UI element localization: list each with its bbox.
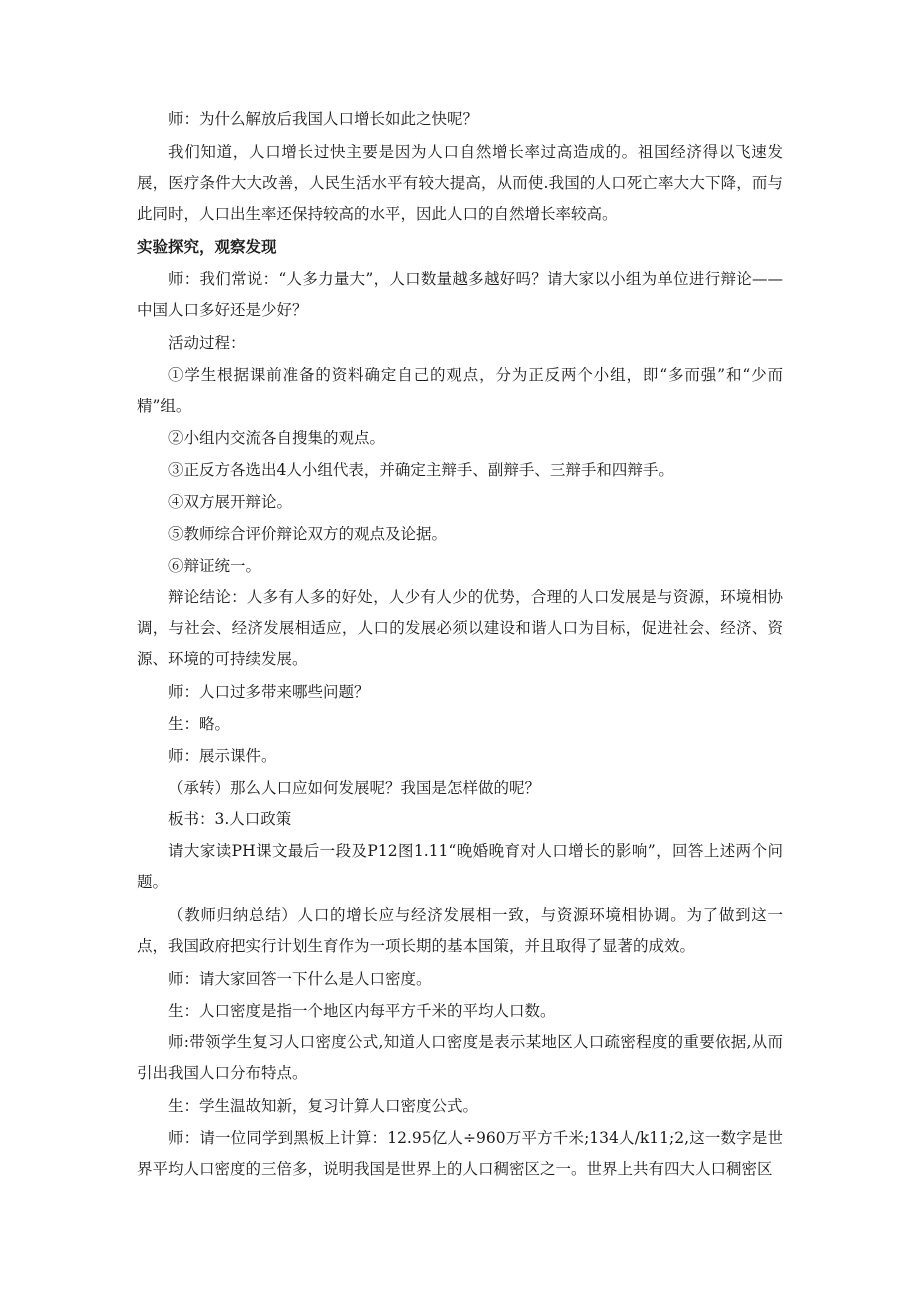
paragraph-density-definition: 生：人口密度是指一个地区内每平方千米的平均人口数。 [168,1002,556,1020]
paragraph-step-1: ①学生根据课前准备的资料确定自己的观点，分为正反两个小组，即“多而强”和“少而精”组。 [137,366,783,415]
paragraph-debate-conclusion: 辩论结论：人多有人多的好处，人少有人少的优势，合理的人口发展是与资源，环境相协调，与社会、经济发展相适应，人口的发展必须以建设和谐人口为目标，促进社会、经济、资源、环境的可持续发展。 [137,588,783,668]
paragraph-step-4: ④双方展开辩论。 [168,493,293,511]
paragraph-student-omitted: 生：略。 [168,715,231,733]
paragraph-teacher-question-growth: 师：为什么解放后我国人口增长如此之快呢？ [168,110,479,128]
paragraph-teacher-summary: （教师归纳总结）人口的增长应与经济发展相一致，与资源环境相协调。为了做到这一点，我国政府把实行计划生育作为一项长期的基本国策，并且取得了显著的成效。 [137,906,783,955]
paragraph-blackboard: 板书：3.人口政策 [168,810,292,828]
paragraph-step-2: ②小组内交流各自搜集的观点。 [168,429,386,447]
paragraph-activity-process: 活动过程： [168,334,246,352]
paragraph-teacher-slides: 师：展示课件。 [168,747,277,765]
paragraph-student-review: 生：学生温故知新，复习计算人口密度公式。 [168,1097,479,1115]
paragraph-step-3: ③正反方各选出4人小组代表，并确定主辩手、副辩手、三辩手和四辩手。 [168,461,674,479]
paragraph-step-6: ⑥辩证统一。 [168,557,262,575]
paragraph-transition: （承转）那么人口应如何发展呢？我国是怎样做的呢？ [168,779,541,797]
paragraph-debate-prompt: 师：我们常说：“人多力量大”，人口数量越多越好吗？请大家以小组为单位进行辩论——中国人口多好还是少好？ [137,270,783,319]
paragraph-density-question: 师：请大家回答一下什么是人口密度。 [168,970,432,988]
section-heading-experiment: 实验探究，观察发现 [137,238,277,256]
paragraph-teacher-problems: 师：人口过多带来哪些问题？ [168,683,370,701]
paragraph-reading-task: 请大家读PH课文最后一段及P12图1.11“晚婚晚育对人口增长的影响”，回答上述两个问题。 [137,842,783,891]
paragraph-growth-explanation: 我们知道，人口增长过快主要是因为人口自然增长率过高造成的。祖国经济得以飞速发展，医疗条件大大改善，人民生活水平有较大提高，从而使.我国的人口死亡率大大下降，而与此同时，人口出生率还保持较高的水平，因此人口的自然增长率较高。 [137,143,783,223]
paragraph-density-review: 师:带领学生复习人口密度公式,知道人口密度是表示某地区人口疏密程度的重要依据,从而引出我国人口分布特点。 [137,1033,783,1082]
paragraph-step-5: ⑤教师综合评价辩论双方的观点及论据。 [168,525,448,543]
paragraph-density-calculation: 师：请一位同学到黑板上计算：12.95亿人÷960万平方千米;134人/k11;2,这一数字是世界平均人口密度的三倍多，说明我国是世界上的人口稠密区之一。世界上共有四大人口稠密区 [137,1129,783,1178]
